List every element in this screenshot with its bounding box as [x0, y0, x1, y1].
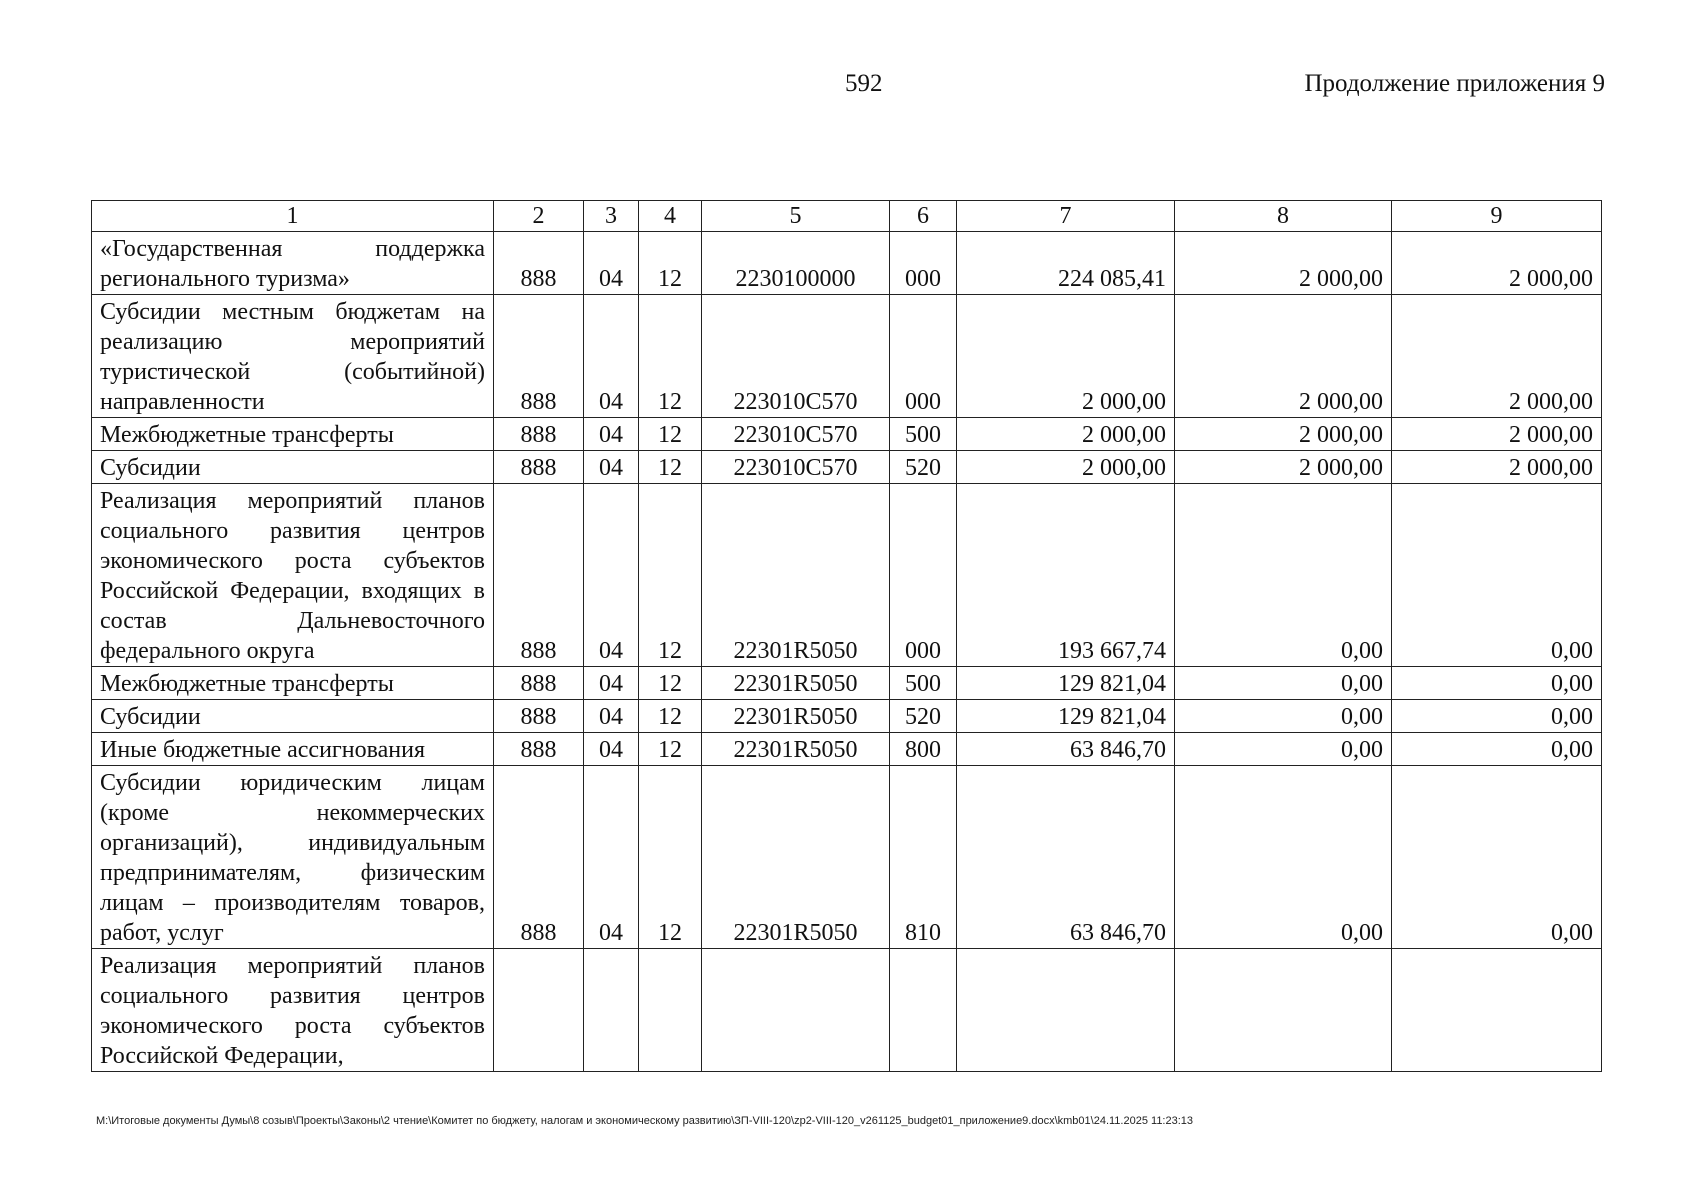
- row-name: Субсидии: [92, 451, 494, 484]
- table-row: [92, 766, 1602, 949]
- cell-col-6: 500: [890, 418, 957, 451]
- cell-col-6: 000: [890, 232, 957, 295]
- cell-col-6: 810: [890, 766, 957, 949]
- cell-col-8: 0,00: [1175, 733, 1392, 766]
- cell-col-2: [494, 949, 584, 1072]
- column-header-2: 2: [494, 201, 584, 232]
- cell-col-3: 04: [584, 451, 639, 484]
- table-body: [92, 232, 1602, 1072]
- cell-col-4: 12: [639, 484, 702, 667]
- cell-col-4: 12: [639, 232, 702, 295]
- footer-file-path: M:\Итоговые документы Думы\8 созыв\Проекты\Законы\2 чтение\Комитет по бюджету, налогам и экономическому развитию\ЗП-VIII-120\zp2-VIII-120_v261125_budget01_приложение9.docx\kmb01\24.11.2025 11:23:13: [96, 1115, 1194, 1127]
- cell-col-4: 12: [639, 295, 702, 418]
- cell-col-2: 888: [494, 295, 584, 418]
- cell-col-3: 04: [584, 766, 639, 949]
- cell-col-7: 2 000,00: [957, 295, 1175, 418]
- cell-col-6: 000: [890, 295, 957, 418]
- cell-col-8: 2 000,00: [1175, 451, 1392, 484]
- table-row: [92, 949, 1602, 1072]
- cell-col-7: 129 821,04: [957, 667, 1175, 700]
- cell-col-9: 2 000,00: [1392, 451, 1602, 484]
- table-header: [92, 201, 1602, 232]
- row-name: Межбюджетные трансферты: [92, 667, 494, 700]
- cell-col-2: 888: [494, 484, 584, 667]
- cell-col-9: 0,00: [1392, 733, 1602, 766]
- cell-col-2: 888: [494, 232, 584, 295]
- column-header-7: 7: [957, 201, 1175, 232]
- cell-col-7: 193 667,74: [957, 484, 1175, 667]
- table-row: [92, 667, 1602, 700]
- table-row: [92, 700, 1602, 733]
- cell-col-7: 63 846,70: [957, 733, 1175, 766]
- cell-col-4: [639, 949, 702, 1072]
- cell-col-6: 800: [890, 733, 957, 766]
- cell-col-4: 12: [639, 667, 702, 700]
- cell-col-9: 2 000,00: [1392, 418, 1602, 451]
- budget-table: [91, 200, 1602, 1072]
- cell-col-8: 2 000,00: [1175, 418, 1392, 451]
- row-name: Иные бюджетные ассигнования: [92, 733, 494, 766]
- cell-col-3: 04: [584, 700, 639, 733]
- cell-col-6: 520: [890, 451, 957, 484]
- cell-col-9: 0,00: [1392, 667, 1602, 700]
- cell-col-5: 22301R5050: [702, 700, 890, 733]
- cell-col-8: 0,00: [1175, 766, 1392, 949]
- cell-col-7: 63 846,70: [957, 766, 1175, 949]
- cell-col-9: 2 000,00: [1392, 295, 1602, 418]
- cell-col-6: 520: [890, 700, 957, 733]
- row-name: Субсидии местным бюджетам на реализацию мероприятий туристической (событийной) направленности: [92, 295, 494, 418]
- cell-col-3: 04: [584, 418, 639, 451]
- table-row: [92, 418, 1602, 451]
- cell-col-7: 2 000,00: [957, 418, 1175, 451]
- row-name: «Государственная поддержка регионального туризма»: [92, 232, 494, 295]
- cell-col-9: [1392, 949, 1602, 1072]
- cell-col-5: 223010С570: [702, 451, 890, 484]
- cell-col-5: 22301R5050: [702, 733, 890, 766]
- cell-col-8: 0,00: [1175, 700, 1392, 733]
- page-number: 592: [845, 70, 883, 97]
- cell-col-2: 888: [494, 733, 584, 766]
- table-row: [92, 451, 1602, 484]
- table-row: [92, 484, 1602, 667]
- cell-col-3: [584, 949, 639, 1072]
- column-header-8: 8: [1175, 201, 1392, 232]
- column-header-6: 6: [890, 201, 957, 232]
- cell-col-3: 04: [584, 232, 639, 295]
- cell-col-2: 888: [494, 418, 584, 451]
- column-header-5: 5: [702, 201, 890, 232]
- cell-col-5: [702, 949, 890, 1072]
- column-header-9: 9: [1392, 201, 1602, 232]
- cell-col-8: 0,00: [1175, 667, 1392, 700]
- column-header-1: 1: [92, 201, 494, 232]
- cell-col-4: 12: [639, 733, 702, 766]
- table-row: [92, 733, 1602, 766]
- cell-col-7: [957, 949, 1175, 1072]
- table-row: [92, 232, 1602, 295]
- cell-col-9: 0,00: [1392, 700, 1602, 733]
- cell-col-9: 0,00: [1392, 766, 1602, 949]
- cell-col-3: 04: [584, 667, 639, 700]
- cell-col-6: 500: [890, 667, 957, 700]
- table-row: [92, 295, 1602, 418]
- cell-col-6: [890, 949, 957, 1072]
- cell-col-2: 888: [494, 451, 584, 484]
- cell-col-2: 888: [494, 667, 584, 700]
- column-header-4: 4: [639, 201, 702, 232]
- row-name: Реализация мероприятий планов социального развития центров экономического роста субъектов Российской Федерации,: [92, 949, 494, 1072]
- cell-col-8: 2 000,00: [1175, 295, 1392, 418]
- column-header-3: 3: [584, 201, 639, 232]
- row-name: Субсидии юридическим лицам (кроме некоммерческих организаций), индивидуальным предпринимателям, физическим лицам – производителям товаров, работ, услуг: [92, 766, 494, 949]
- cell-col-4: 12: [639, 451, 702, 484]
- cell-col-5: 22301R5050: [702, 766, 890, 949]
- cell-col-3: 04: [584, 295, 639, 418]
- cell-col-4: 12: [639, 418, 702, 451]
- cell-col-3: 04: [584, 733, 639, 766]
- cell-col-8: 2 000,00: [1175, 232, 1392, 295]
- cell-col-5: 22301R5050: [702, 484, 890, 667]
- cell-col-8: 0,00: [1175, 484, 1392, 667]
- cell-col-9: 0,00: [1392, 484, 1602, 667]
- cell-col-4: 12: [639, 766, 702, 949]
- appendix-title: Продолжение приложения 9: [1304, 70, 1605, 97]
- cell-col-2: 888: [494, 766, 584, 949]
- cell-col-5: 223010С570: [702, 418, 890, 451]
- cell-col-2: 888: [494, 700, 584, 733]
- cell-col-3: 04: [584, 484, 639, 667]
- budget-table-container: [91, 200, 1601, 1072]
- cell-col-5: 22301R5050: [702, 667, 890, 700]
- cell-col-9: 2 000,00: [1392, 232, 1602, 295]
- cell-col-6: 000: [890, 484, 957, 667]
- row-name: Субсидии: [92, 700, 494, 733]
- cell-col-8: [1175, 949, 1392, 1072]
- cell-col-7: 224 085,41: [957, 232, 1175, 295]
- row-name: Реализация мероприятий планов социального развития центров экономического роста субъектов Российской Федерации, входящих в состав Дальневосточного федерального округа: [92, 484, 494, 667]
- cell-col-7: 129 821,04: [957, 700, 1175, 733]
- cell-col-5: 223010С570: [702, 295, 890, 418]
- cell-col-4: 12: [639, 700, 702, 733]
- row-name: Межбюджетные трансферты: [92, 418, 494, 451]
- cell-col-7: 2 000,00: [957, 451, 1175, 484]
- column-number-row: [92, 201, 1602, 232]
- cell-col-5: 2230100000: [702, 232, 890, 295]
